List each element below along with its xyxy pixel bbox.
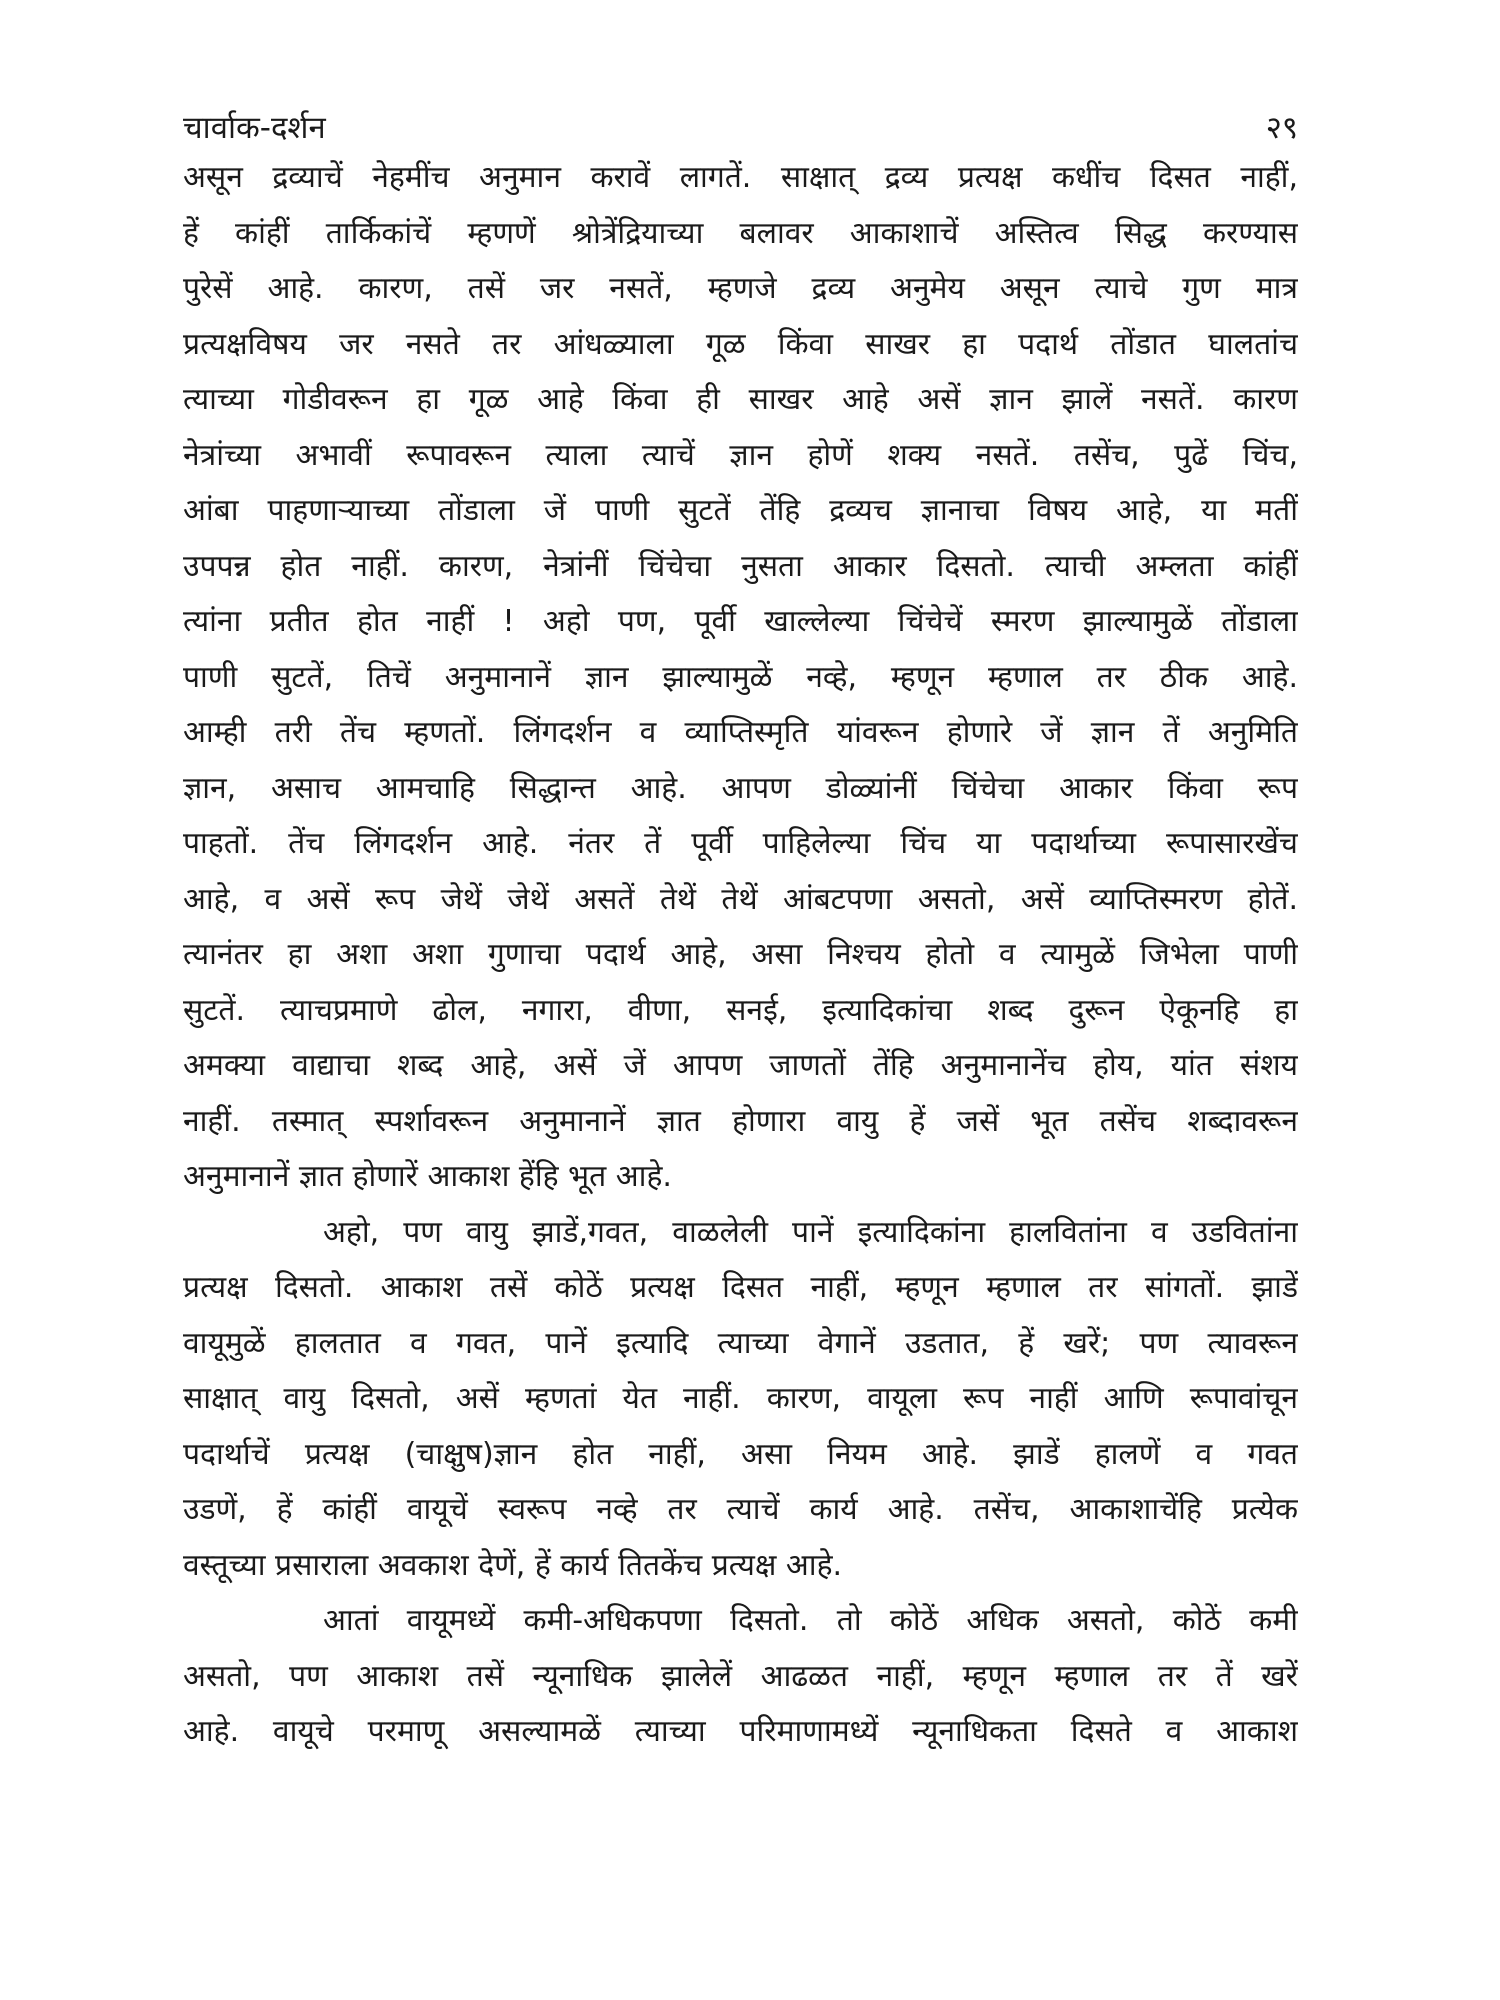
text-line: आहे, व असें रूप जेथें जेथें असतें तेथें तेथें आंबटपणा असतो, असें व्याप्तिस्मरण होतें. [183,881,1298,917]
text-line: पाणी सुटतें, तिचें अनुमानानें ज्ञान झाल्यामुळें नव्हे, म्हणून म्हणाल तर ठीक आहे. [183,659,1298,695]
text-line: पुरेसें आहे. कारण, तसें जर नसतें, म्हणजे द्रव्य अनुमेय असून त्याचे गुण मात्र [183,271,1298,306]
body-text [183,150,1298,1760]
text-line: वस्तूच्या प्रसाराला अवकाश देणें, हें कार्य तितकेंच प्रत्यक्ष आहे. [183,1547,843,1583]
text-line: हें कांहीं तार्किकांचें म्हणणें श्रोत्रेंद्रियाच्या बलावर आकाशाचें अस्तित्व सिद्ध करण्यास [183,215,1298,251]
text-line: पदार्थाचें प्रत्यक्ष (चाक्षुष)ज्ञान होत नाहीं, असा नियम आहे. झाडें हालणें व गवत [183,1436,1298,1472]
page-number: २९ [1265,110,1298,146]
text-line: आंबा पाहणाऱ्याच्या तोंडाला जें पाणी सुटतें तेंहि द्रव्यच ज्ञानाचा विषय आहे, या मतीं [183,493,1298,528]
text-line: अमक्या वाद्याचा शब्द आहे, असें जें आपण जाणतों तेंहि अनुमानानेंच होय, यांत संशय [183,1048,1298,1083]
text-line: नाहीं. तस्मात् स्पर्शावरून अनुमानानें ज्ञात होणारा वायु हें जसें भूत तसेंच शब्दावरून [183,1103,1298,1139]
text-line: वायूमुळें हालतात व गवत, पानें इत्यादि त्याच्या वेगानें उडतात, हें खरें; पण त्यावरून [183,1325,1298,1361]
text-line: प्रत्यक्ष दिसतो. आकाश तसें कोठें प्रत्यक्ष दिसत नाहीं, म्हणून म्हणाल तर सांगतों. झाडें [183,1270,1298,1305]
text-line: त्याच्या गोडीवरून हा गूळ आहे किंवा ही साखर आहे असें ज्ञान झालें नसतें. कारण [183,382,1298,417]
text-line: प्रत्यक्षविषय जर नसते तर आंधळ्याला गूळ किंवा साखर हा पदार्थ तोंडात घालतांच [183,326,1298,362]
text-line: उपपन्न होत नाहीं. कारण, नेत्रांनीं चिंचेचा नुसता आकार दिसतो. त्याची अम्लता कांहीं [183,548,1298,584]
text-line: त्यांना प्रतीत होत नाहीं ! अहो पण, पूर्वी खाल्लेल्या चिंचेचें स्मरण झाल्यामुळें तोंडाला [183,604,1298,639]
running-title: चार्वाक-दर्शन [183,110,326,146]
text-line: असतो, पण आकाश तसें न्यूनाधिक झालेलें आढळत नाहीं, म्हणून म्हणाल तर तें खरें [183,1658,1298,1694]
text-line: सुटतें. त्याचप्रमाणे ढोल, नगारा, वीणा, सनई, इत्यादिकांचा शब्द दुरून ऐकूनहि हा [183,992,1298,1028]
text-line: आम्ही तरी तेंच म्हणतों. लिंगदर्शन व व्याप्तिस्मृति यांवरून होणारे जें ज्ञान तें अनुमिति [183,715,1298,750]
running-header [183,102,1298,154]
text-line: साक्षात् वायु दिसतो, असें म्हणतां येत नाहीं. कारण, वायूला रूप नाहीं आणि रूपावांचून [183,1381,1298,1416]
text-line: आहे. वायूचे परमाणू असल्यामळें त्याच्या परिमाणामध्यें न्यूनाधिकता दिसते व आकाश [183,1714,1298,1749]
text-line: त्यानंतर हा अशा अशा गुणाचा पदार्थ आहे, असा निश्चय होतो व त्यामुळें जिभेला पाणी [183,937,1298,972]
text-line: नेत्रांच्या अभावीं रूपावरून त्याला त्याचें ज्ञान होणें शक्य नसतें. तसेंच, पुढें चिंच, [183,437,1298,473]
text-line: आतां वायूमध्यें कमी-अधिकपणा दिसतो. तो कोठें अधिक असतो, कोठें कमी [323,1603,1298,1638]
text-line: पाहतों. तेंच लिंगदर्शन आहे. नंतर तें पूर्वी पाहिलेल्या चिंच या पदार्थाच्या रूपासारखेंच [183,826,1298,861]
text-line: अनुमानानें ज्ञात होणारें आकाश हेंहि भूत आहे. [183,1159,672,1194]
text-line: ज्ञान, असाच आमचाहि सिद्धान्त आहे. आपण डोळ्यांनीं चिंचेचा आकार किंवा रूप [183,770,1298,806]
text-line: अहो, पण वायु झाडें,गवत, वाळलेली पानें इत्यादिकांना हालवितांना व उडवितांना [323,1214,1298,1250]
text-line: असून द्रव्याचें नेहमींच अनुमान करावें लागतें. साक्षात् द्रव्य प्रत्यक्ष कधींच दिसत नाहीं, [183,160,1298,195]
text-line: उडणें, हें कांहीं वायूचें स्वरूप नव्हे तर त्याचें कार्य आहे. तसेंच, आकाशाचेंहि प्रत्येक [183,1492,1298,1527]
